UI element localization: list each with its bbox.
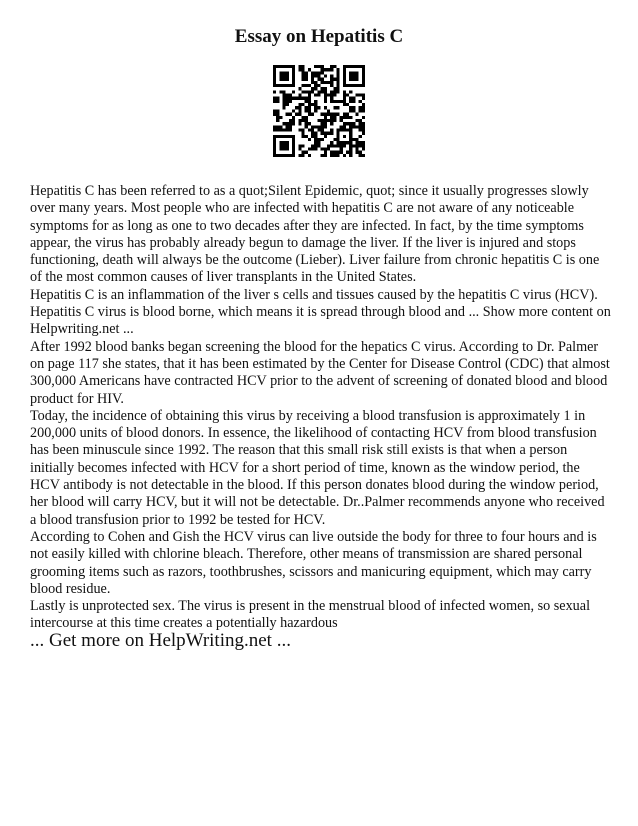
get-more-link[interactable]: ... Get more on HelpWriting.net ... bbox=[30, 630, 291, 651]
page-title: Essay on Hepatitis C bbox=[234, 25, 404, 47]
essay-paragraph: After 1992 blood banks began screening the blood for the hepatics C virus. According to Dr. Palmer on page 117 she states, that it has been estimated by the Center for Disease Control (CDC) that almost 300,000 Americans have contracted HCV prior to the advent of screening of donated blood and blood product for HIV. bbox=[30, 338, 610, 407]
qr-code-icon bbox=[273, 65, 365, 157]
essay-paragraph: Hepatitis C is an inflammation of the liver s cells and tissues caused by the hepatitis C virus (HCV). Hepatitis C virus is blood borne, which means it is spread through blood and ... Show more content on Helpwriting.net ... bbox=[30, 286, 611, 338]
essay-paragraph: Lastly is unprotected sex. The virus is present in the menstrual blood of infected women, so sexual intercourse at this time creates a potentially hazardous bbox=[30, 598, 591, 632]
essay-paragraph: According to Cohen and Gish the HCV virus can live outside the body for three to four hours and is not easily killed with chlorine bleach. Therefore, other means of transmission are shared personal grooming items such as razors, toothbrushes, scissors and manicuring equipment, which may carry blood residue. bbox=[30, 528, 597, 597]
essay-body bbox=[30, 183, 612, 633]
essay-paragraph: Hepatitis C has been referred to as a quot;Silent Epidemic, quot; since it usually progresses slowly over many years. Most people who are infected with hepatitis C are not aware of any noticeable symptoms for as long as one to two decades after they are infected. In fact, by the time symptoms appear, the virus has probably already begun to damage the liver. If the liver is injured and stops functioning, death will always be the outcome (Lieber). Liver failure from chronic hepatitis C is one of the most common causes of liver transplants in the United States. bbox=[30, 183, 600, 286]
essay-paragraph: Today, the incidence of obtaining this virus by receiving a blood transfusion is approximately 1 in 200,000 units of blood donors. In essence, the likelihood of contacting HCV from blood transfusion has been minuscule since 1992. The reason that this small risk still exists is that when a person initially becomes infected with HCV for a short period of time, known as the window period, the HCV antibody is not detectable in the blood. If this person donates blood during the window period, her blood will carry HCV, but it will not be detectable. Dr..Palmer recommends anyone who received a blood transfusion prior to 1992 be tested for HCV. bbox=[30, 407, 605, 528]
